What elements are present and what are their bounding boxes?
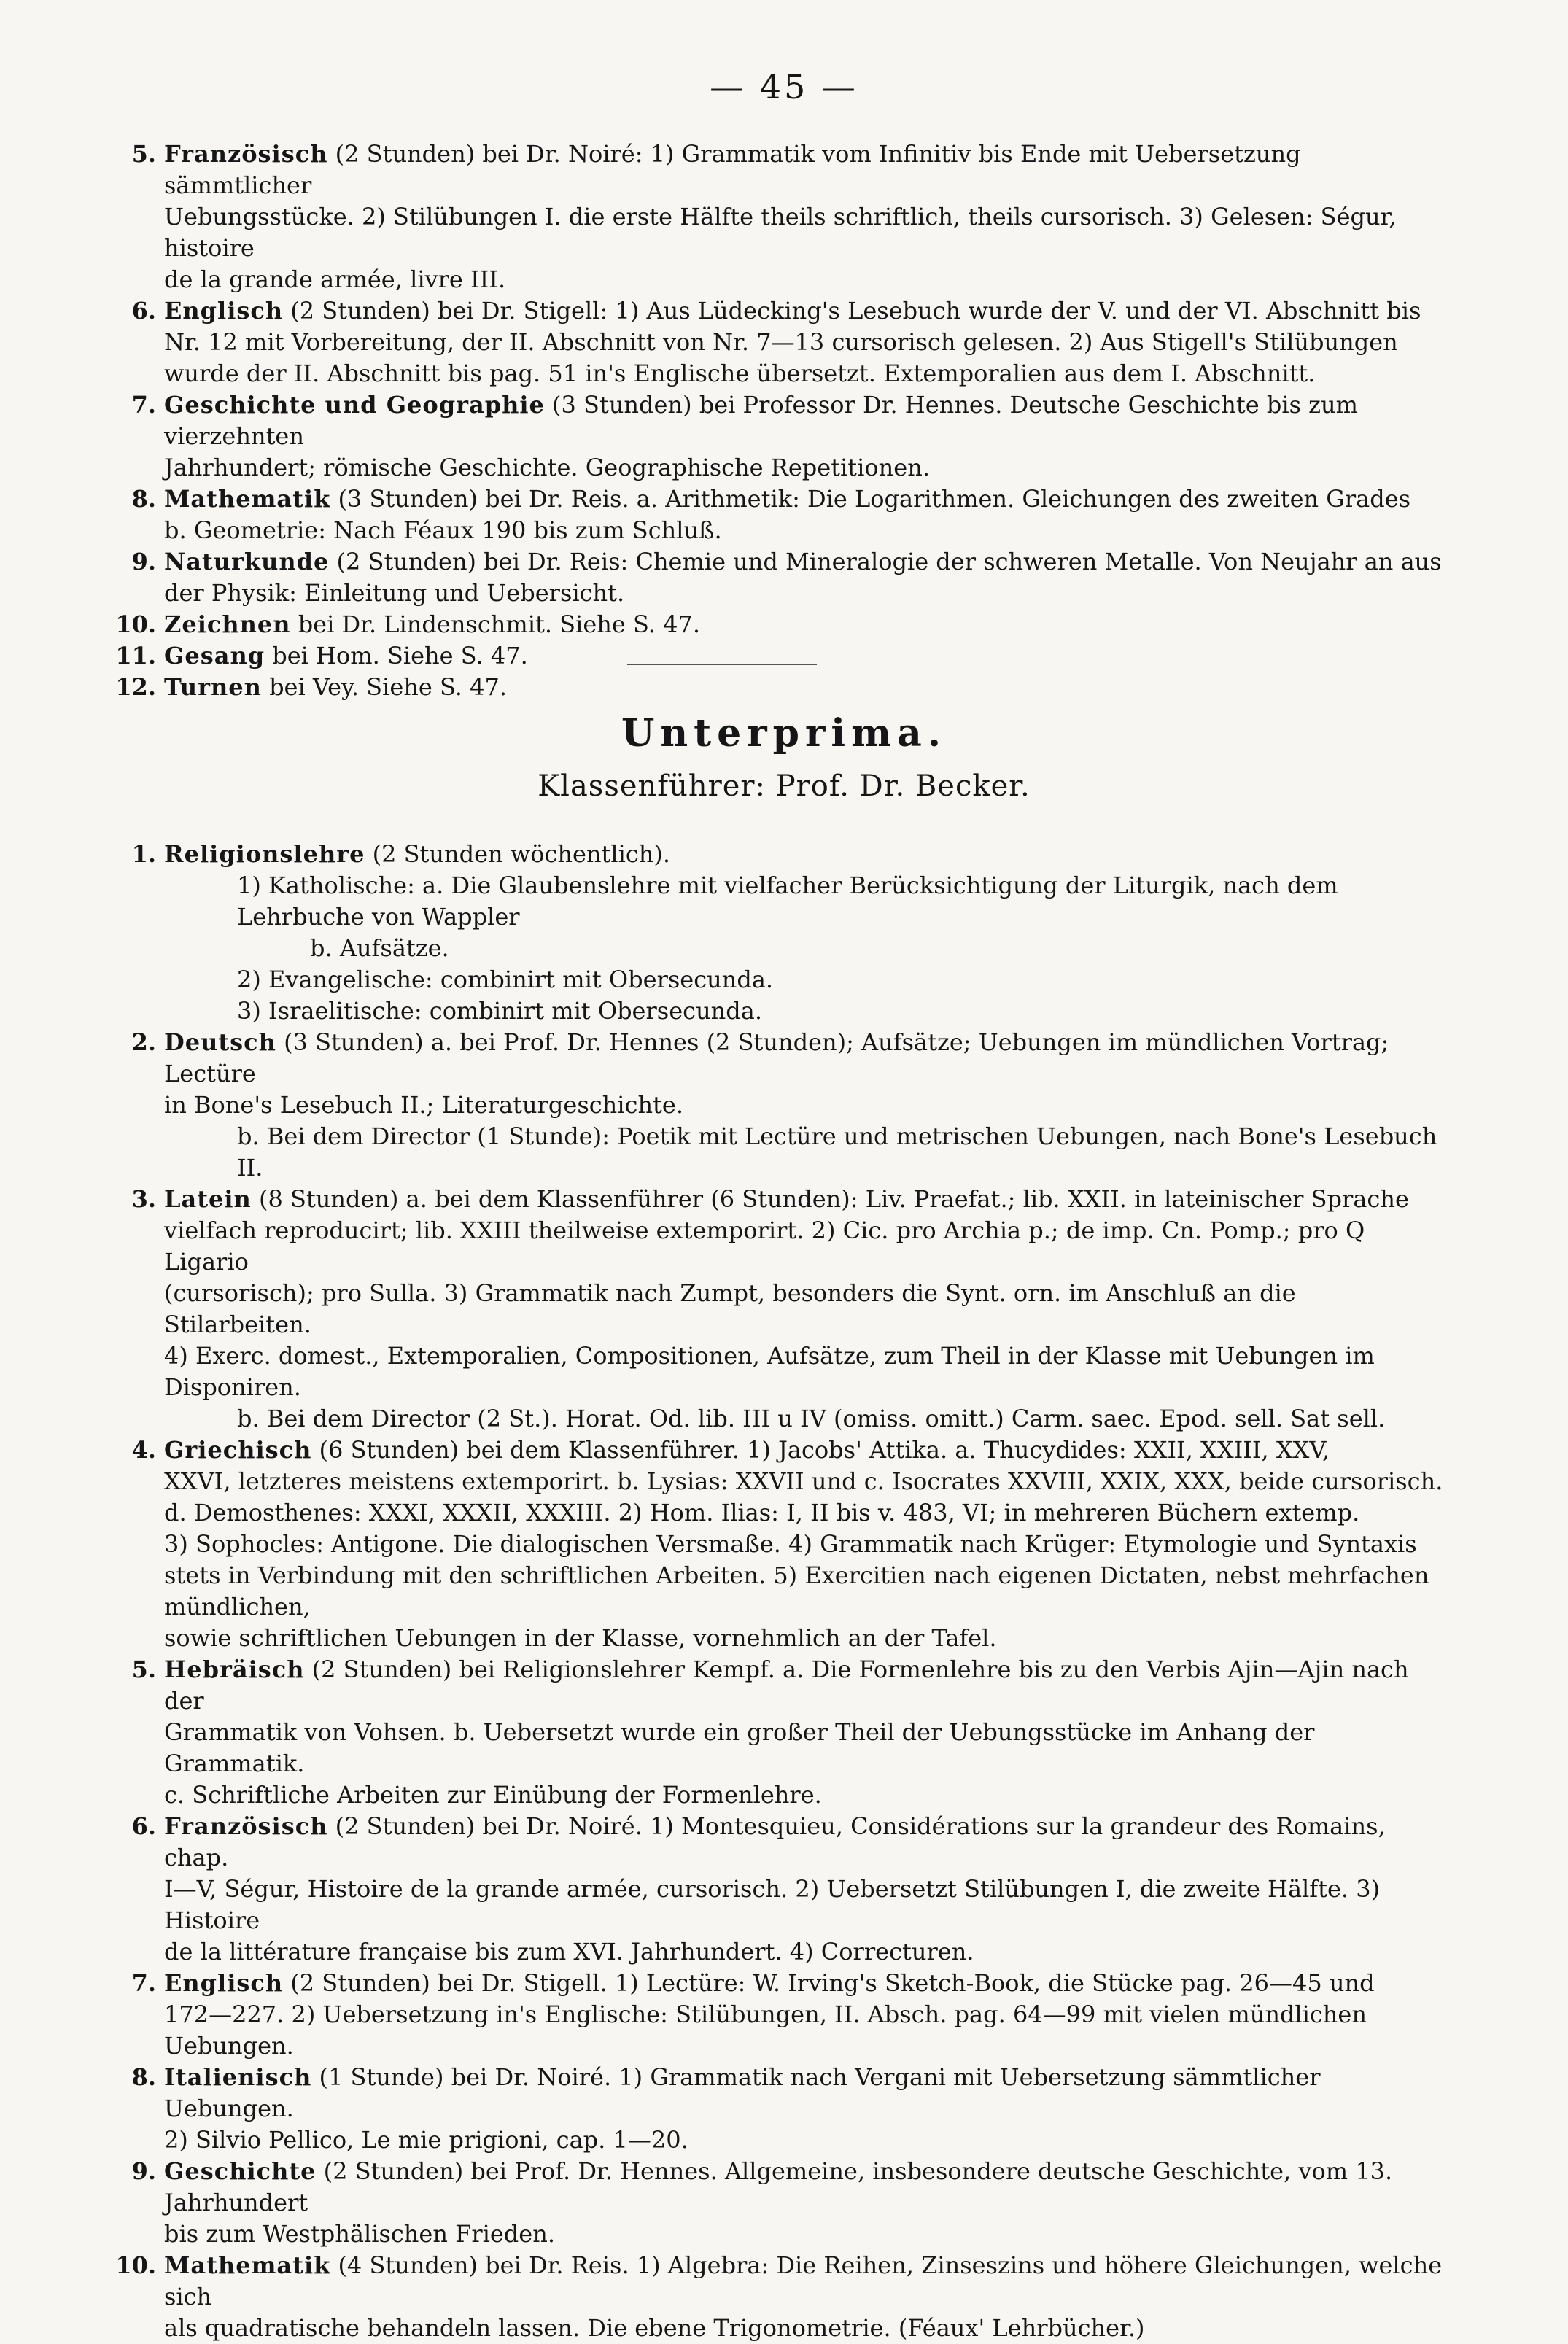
lower-entry	[109, 2156, 1448, 2250]
entry-number: 5.	[131, 1656, 156, 1683]
entry-text: b. Geometrie: Nach Féaux 190 bis zum Schluß.	[164, 516, 722, 544]
upper-entry	[109, 640, 1448, 672]
entry-text: (2 Stunden) bei Dr. Stigell. 1) Lectüre: W. Irving's Sketch-Book, die Stücke pag. 26—45 und	[290, 1969, 1375, 1997]
entry-text: (2 Stunden) bei Dr. Reis: Chemie und Mineralogie der schweren Metalle. Von Neujahr an aus	[336, 548, 1442, 575]
entry-text: (8 Stunden) a. bei dem Klassenführer (6 Stunden): Liv. Praefat.; lib. XXII. in lateinischer Sprache	[258, 1185, 1409, 1213]
entry-number: 6.	[131, 1812, 156, 1840]
entry-text: stets in Verbindung mit den schriftlichen Arbeiten. 5) Exercitien nach eigenen Dictaten, nebst mehrfachen mündlichen,	[164, 1561, 1429, 1621]
entry-text: Uebungsstücke. 2) Stilübungen I. die erste Hälfte theils schriftlich, theils cursorisch. 3) Gelesen: Ségur, histoire	[164, 203, 1397, 262]
entry-number: 2.	[131, 1028, 156, 1056]
entry-text: (2 Stunden) bei Dr. Stigell: 1) Aus Lüdecking's Lesebuch wurde der V. und der VI. Abschnitt bis	[290, 297, 1421, 325]
subject-name: Gesang	[164, 642, 265, 670]
entry-text: (6 Stunden) bei dem Klassenführer. 1) Jacobs' Attika. a. Thucydides: XXII, XXIII, XXV,	[319, 1436, 1330, 1464]
entry-number: 10.	[115, 2251, 156, 2279]
lower-entry-list	[109, 839, 1448, 2344]
entry-line	[164, 295, 1448, 327]
entry-line	[164, 484, 1448, 515]
entry-number: 8.	[131, 2063, 156, 2091]
entry-line	[164, 672, 1448, 703]
entry-text: bis zum Westphälischen Frieden.	[164, 2220, 555, 2248]
subject-name: Deutsch	[164, 1028, 276, 1056]
lower-entry	[109, 1811, 1448, 1968]
entry-text: als quadratische behandeln lassen. Die ebene Trigonometrie. (Féaux' Lehrbücher.)	[164, 2314, 1145, 2342]
lower-entry	[109, 2250, 1448, 2344]
entry-line	[164, 1780, 1448, 1811]
lower-entry	[109, 1654, 1448, 1811]
class-leader-line: Klassenführer: Prof. Dr. Becker.	[537, 769, 1031, 803]
entry-line	[164, 2124, 1448, 2156]
lower-entry	[109, 839, 1448, 1027]
entry-subline: 3) Israelitische: combinirt mit Obersecunda.	[237, 997, 763, 1025]
entry-line	[164, 389, 1448, 452]
entry-line	[164, 640, 1448, 672]
entry-text: (2 Stunden) bei Dr. Noiré. 1) Montesquieu, Considérations sur la grandeur des Romains, chap.	[164, 1812, 1386, 1871]
subject-name: Englisch	[164, 297, 284, 325]
upper-entry	[109, 546, 1448, 609]
entry-text: (1 Stunde) bei Dr. Noiré. 1) Grammatik nach Vergani mit Uebersetzung sämmtlicher Uebungen.	[164, 2063, 1321, 2122]
entry-text: (2 Stunden wöchentlich).	[372, 840, 671, 868]
entry-number: 4.	[131, 1436, 156, 1464]
subject-name: Hebräisch	[164, 1656, 305, 1683]
entry-number: 9.	[131, 548, 156, 575]
entry-text: XXVI, letzteres meistens extemporirt. b. Lysias: XXVII und c. Isocrates XXVIII, XXIX, XXX, beide cursorisch.	[164, 1467, 1443, 1495]
entry-line	[164, 201, 1448, 264]
subject-name: Griechisch	[164, 1436, 312, 1464]
entry-line	[164, 1529, 1448, 1560]
entry-text: Nr. 12 mit Vorbereitung, der II. Abschnitt von Nr. 7—13 cursorisch gelesen. 2) Aus Stigell's Stilübungen	[164, 328, 1398, 356]
entry-text: 2) Silvio Pellico, Le mie prigioni, cap. 1—20.	[164, 2126, 688, 2154]
entry-line	[164, 1654, 1448, 1717]
subject-name: Mathematik	[164, 2251, 331, 2279]
entry-line	[164, 1623, 1448, 1654]
entry-text: vielfach reproducirt; lib. XXIII theilweise extemporirt. 2) Cic. pro Archia p.; de imp. Cn. Pomp.; pro Q Ligario	[164, 1216, 1365, 1276]
entry-line	[164, 452, 1448, 484]
entry-text: c. Schriftliche Arbeiten zur Einübung der Formenlehre.	[164, 1781, 822, 1809]
entry-text: (4 Stunden) bei Dr. Reis. 1) Algebra: Die Reihen, Zinseszins und höhere Gleichungen, welche sich	[164, 2251, 1443, 2310]
lower-entry	[109, 1184, 1448, 1435]
entry-line	[164, 1340, 1448, 1403]
entry-line	[164, 264, 1448, 295]
entry-line	[164, 578, 1448, 609]
entry-line	[164, 327, 1448, 358]
entry-line	[164, 2219, 1448, 2250]
entry-line	[164, 1466, 1448, 1497]
entry-text: de la littérature française bis zum XVI. Jahrhundert. 4) Correcturen.	[164, 1938, 974, 1965]
entry-text: Grammatik von Vohsen. b. Uebersetzt wurde ein großer Theil der Uebungsstücke im Anhang der Grammatik.	[164, 1718, 1315, 1777]
entry-line	[164, 1090, 1448, 1121]
subject-name: Italienisch	[164, 2063, 312, 2091]
upper-entry	[109, 484, 1448, 546]
entry-number: 5.	[131, 140, 156, 168]
lower-entry	[109, 1968, 1448, 2062]
entry-line	[164, 1874, 1448, 1936]
entry-subline: 1) Katholische: a. Die Glaubenslehre mit vielfacher Berücksichtigung der Liturgik, nach dem Lehrbuche von Wappler	[237, 872, 1338, 931]
entry-text: (2 Stunden) bei Prof. Dr. Hennes. Allgemeine, insbesondere deutsche Geschichte, vom 13. Jahrhundert	[164, 2157, 1393, 2216]
upper-entry	[109, 389, 1448, 484]
section-title: Unterprima.	[621, 711, 947, 756]
entry-number: 10.	[115, 610, 156, 638]
entry-line	[164, 1497, 1448, 1529]
entry-number: 12.	[115, 673, 156, 701]
subject-name: Naturkunde	[164, 548, 330, 575]
entry-line	[164, 1560, 1448, 1623]
entry-number: 8.	[131, 485, 156, 513]
subject-name: Latein	[164, 1185, 252, 1213]
entry-number: 6.	[131, 297, 156, 325]
subject-name: Religionslehre	[164, 840, 365, 868]
entry-number: 3.	[131, 1185, 156, 1213]
entry-line	[164, 1968, 1448, 1999]
entry-text: bei Vey. Siehe S. 47.	[269, 673, 507, 701]
upper-entry-list	[109, 139, 1448, 703]
upper-entry	[109, 295, 1448, 389]
lower-entry	[109, 1027, 1448, 1184]
entry-number: 7.	[131, 1969, 156, 1997]
lower-entry	[109, 1435, 1448, 1654]
subject-name: Französisch	[164, 1812, 328, 1840]
entry-number: 11.	[115, 642, 156, 670]
entry-line	[164, 139, 1448, 201]
entry-line	[164, 2250, 1448, 2313]
upper-entry	[109, 672, 1448, 703]
entry-text: (3 Stunden) a. bei Prof. Dr. Hennes (2 Stunden); Aufsätze; Uebungen im mündlichen Vortrag; Lectüre	[164, 1028, 1389, 1087]
subject-name: Turnen	[164, 673, 262, 701]
entry-text: in Bone's Lesebuch II.; Literaturgeschichte.	[164, 1091, 684, 1119]
entry-subline: b. Bei dem Director (2 St.). Horat. Od. lib. III u IV (omiss. omitt.) Carm. saec. Epod. sell. Sat sell.	[237, 1405, 1386, 1432]
entry-line	[164, 546, 1448, 578]
entry-text: 3) Sophocles: Antigone. Die dialogischen Versmaße. 4) Grammatik nach Krüger: Etymologie und Syntaxis	[164, 1530, 1417, 1558]
entry-line	[164, 1811, 1448, 1874]
upper-entry	[109, 609, 1448, 640]
subject-name: Mathematik	[164, 485, 331, 513]
upper-entry	[109, 139, 1448, 295]
entry-text: bei Dr. Lindenschmit. Siehe S. 47.	[298, 610, 700, 638]
entry-line	[164, 1278, 1448, 1340]
entry-text: sowie schriftlichen Uebungen in der Klasse, vornehmlich an der Tafel.	[164, 1624, 997, 1652]
entry-text: (cursorisch); pro Sulla. 3) Grammatik nach Zumpt, besonders die Synt. orn. im Anschluß an die Stilarbeiten.	[164, 1279, 1296, 1338]
entry-text: I—V, Ségur, Histoire de la grande armée, cursorisch. 2) Uebersetzt Stilübungen I, die zweite Hälfte. 3) Histoire	[164, 1875, 1381, 1934]
subject-name: Französisch	[164, 140, 328, 168]
entry-line	[164, 515, 1448, 546]
entry-text: (3 Stunden) bei Professor Dr. Hennes. Deutsche Geschichte bis zum vierzehnten	[164, 391, 1358, 450]
entry-text: 4) Exerc. domest., Extemporalien, Compositionen, Aufsätze, zum Theil in der Klasse mit Uebungen im Disponiren.	[164, 1342, 1375, 1401]
subject-name: Geschichte und Geographie	[164, 391, 545, 419]
entry-line	[164, 1999, 1448, 2062]
entry-text: (2 Stunden) bei Religionslehrer Kempf. a. Die Formenlehre bis zu den Verbis Ajin—Ajin nach der	[164, 1656, 1409, 1715]
entry-line	[164, 1435, 1448, 1466]
entry-subline: b. Aufsätze.	[310, 934, 449, 962]
page-number: — 45 —	[710, 67, 858, 106]
entry-text: der Physik: Einleitung und Uebersicht.	[164, 579, 625, 607]
entry-number: 9.	[131, 2157, 156, 2185]
entry-line	[164, 1215, 1448, 1278]
entry-text: d. Demosthenes: XXXI, XXXII, XXXIII. 2) Hom. Ilias: I, II bis v. 483, VI; in mehreren Büchern extemp.	[164, 1499, 1360, 1526]
entry-line	[164, 1936, 1448, 1968]
section-divider	[627, 664, 817, 665]
entry-line	[164, 358, 1448, 389]
subject-name: Englisch	[164, 1969, 284, 1997]
entry-line	[164, 1027, 1448, 1090]
entry-text: (3 Stunden) bei Dr. Reis. a. Arithmetik: Die Logarithmen. Gleichungen des zweiten Grades	[338, 485, 1411, 513]
lower-entry	[109, 2062, 1448, 2156]
entry-text: Jahrhundert; römische Geschichte. Geographische Repetitionen.	[164, 454, 930, 481]
entry-text: de la grande armée, livre III.	[164, 265, 506, 293]
entry-line	[164, 2313, 1448, 2344]
entry-line	[164, 2062, 1448, 2124]
entry-text: wurde der II. Abschnitt bis pag. 51 in's Englische übersetzt. Extemporalien aus dem I. Abschnitt.	[164, 360, 1316, 387]
entry-subline: b. Bei dem Director (1 Stunde): Poetik mit Lectüre und metrischen Uebungen, nach Bone's Lesebuch II.	[237, 1122, 1437, 1181]
entry-number: 1.	[131, 840, 156, 868]
entry-text: bei Hom. Siehe S. 47.	[272, 642, 528, 670]
subject-name: Geschichte	[164, 2157, 317, 2185]
entry-line	[164, 839, 1448, 870]
subject-name: Zeichnen	[164, 610, 291, 638]
entry-text: (2 Stunden) bei Dr. Noiré: 1) Grammatik vom Infinitiv bis Ende mit Uebersetzung sämmtlicher	[164, 140, 1301, 199]
entry-subline: 2) Evangelische: combinirt mit Obersecunda.	[237, 966, 774, 993]
entry-text: 172—227. 2) Uebersetzung in's Englische: Stilübungen, II. Absch. pag. 64—99 mit vielen mündlichen Uebungen.	[164, 2000, 1367, 2060]
entry-line	[164, 1184, 1448, 1215]
entry-number: 7.	[131, 391, 156, 419]
entry-line	[164, 609, 1448, 640]
entry-line	[164, 2156, 1448, 2219]
entry-line	[164, 1717, 1448, 1780]
